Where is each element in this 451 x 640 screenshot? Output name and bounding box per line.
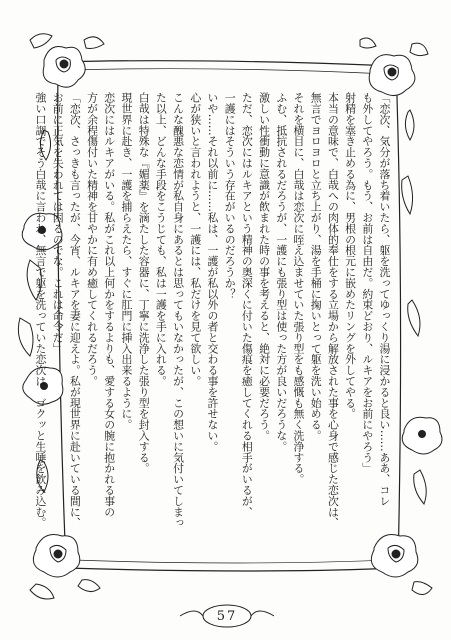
text-line: 現世界に赴き、一護を捕らえたら、すぐに肛門に挿入出来るように。	[119, 92, 133, 430]
text-line: 無言でヨロヨロと立ち上がり、湯を手桶に掬いとって躯を洗い始める。	[309, 92, 323, 441]
text-line: 方が余程傷付いた精神を甘やかに有め癒してくれるだろう。	[85, 92, 99, 387]
page-number: 57	[216, 608, 238, 624]
text-line: お前に正気を失われては困るのでな。これは命令だ」	[51, 92, 65, 354]
text-line: いや……それ以前に……私は、一護が私以外の者と交わる事を許せない。	[205, 92, 219, 452]
flower-top-right-icon	[360, 38, 428, 96]
text-line: 一護にはそういう存在がいるのだろうか？	[223, 92, 237, 300]
text-line: 心が狭いと言われようと、一護には、私だけを見て欲しい。	[188, 92, 202, 387]
text-line: 強い口調でそう白哉に言われ、無言で躯を洗っていた恋次は、ゴクッと生唾を飲み込む。	[33, 92, 47, 528]
main-text-area	[33, 92, 393, 560]
text-line: 本当の意味で、白哉への肉体的奉仕をする立場から解放された事を心身で感じた恋次は、	[326, 92, 340, 528]
text-line: 射精を塞き止める為に、男根の根元に嵌めたリングを外してやる。	[343, 92, 357, 419]
text-line: 白哉は特殊な『媚薬』を滴たした容器に、丁寧に洗浄した張り型を封入する。	[137, 92, 151, 474]
flower-right-middle-icon	[402, 176, 442, 504]
flower-top-left-icon	[30, 34, 104, 87]
text-line: 「恋次、さっきも言ったが、今宵、ルキアを妻に迎えよ。私が現世界に赴いている間に、	[68, 92, 82, 528]
text-line: ふむ、抵抗されるだろうが、一護にも張り型は使った方が良いだろうな。	[274, 92, 288, 452]
text-line: 激しい性衝動に意識が飲まれた時の事を考えると、絶対に必要だろう。	[257, 92, 271, 441]
text-line: 「恋次、気分が落ち着いたら、躯を洗ってゆっくり湯に浸かると良い……ああ、コレ	[378, 92, 391, 507]
text-line: ただ、恋次にはルキアという精神の奥深くに付いた傷痕を癒してくれる相手がいるが、	[240, 92, 254, 518]
vertical-text-body	[32, 92, 393, 560]
text-line: 恋次にはルキアがいる。私がこれ以上何かをするよりも、愛する女の腕に抱かれる事の	[102, 92, 116, 518]
text-line: それを横目に、白哉は恋次に咥え込ませていた張り型をも感慨も無く洗浄する。	[291, 92, 305, 485]
text-line: た以上、どんな手段をこうじても、私は一護を手に入れる。	[154, 92, 168, 387]
text-line: こんな醜悪な恋情が私自身にあるとは思ってもいなかったが、この想いに気付いてしまっ	[171, 92, 185, 528]
text-line: も外してやろう。もう、お前は自由だ。約束どおり、ルキアをお前にやろう」	[360, 92, 374, 474]
